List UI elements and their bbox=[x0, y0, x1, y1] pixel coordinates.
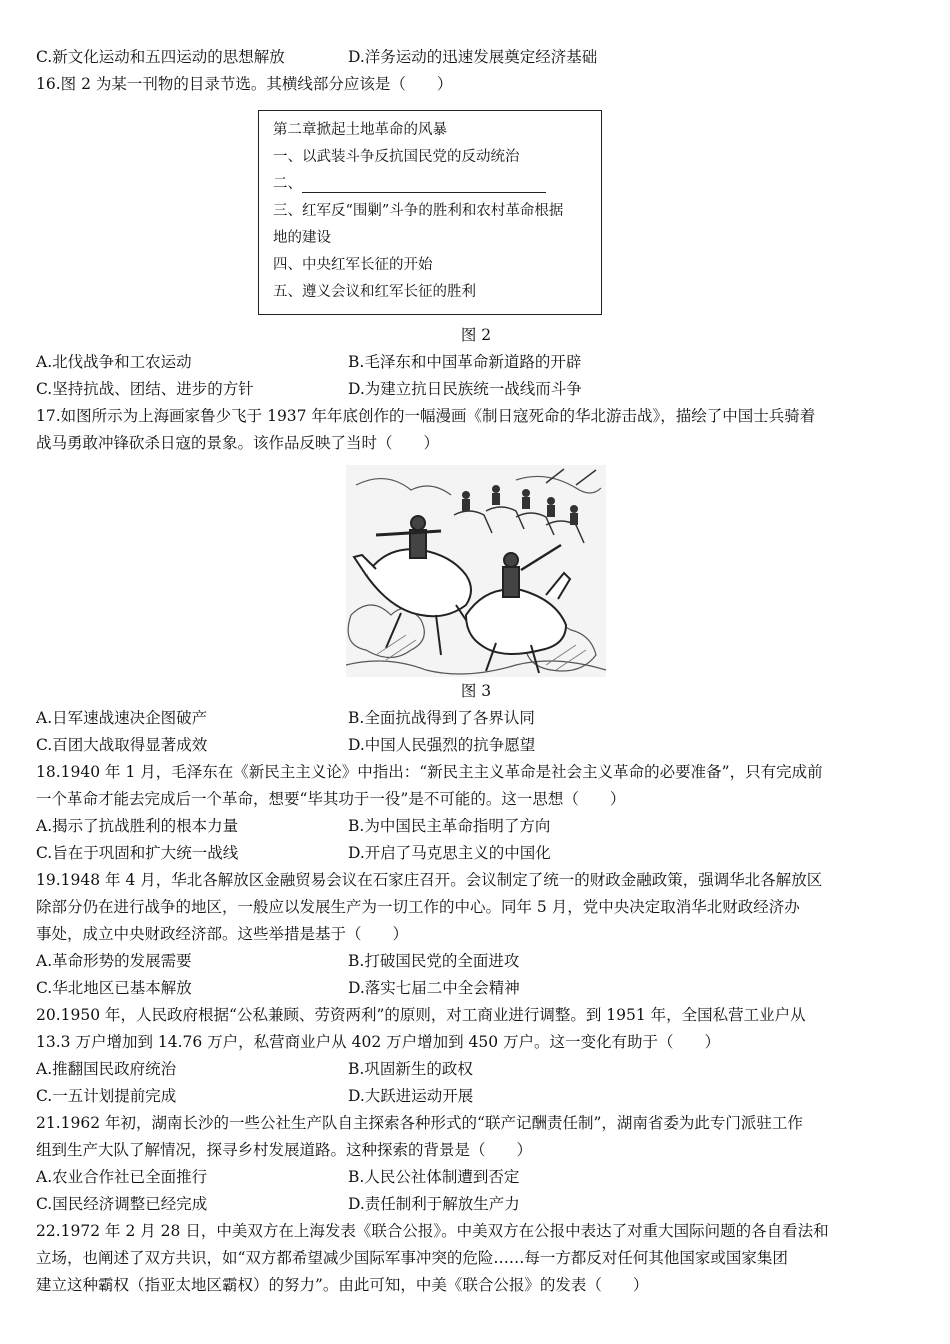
q20-option-a[interactable]: A.推翻国民政府统治 bbox=[36, 1060, 177, 1078]
q18-options-row-2 bbox=[36, 840, 916, 867]
q20-stem-line-2: 13.3 万户增加到 14.76 万户，私营商业户从 402 万户增加到 450 万户。这一变化有助于（ ） bbox=[36, 1033, 721, 1051]
q16-stem: 16.图 2 为某一刊物的目录节选。其横线部分应该是（ ） bbox=[36, 75, 453, 93]
q22-stem-line-3: 建立这种霸权（指亚太地区霸权）的努力”。由此可知，中美《联合公报》的发表（ ） bbox=[36, 1276, 649, 1294]
q18-option-a[interactable]: A.揭示了抗战胜利的根本力量 bbox=[36, 817, 239, 835]
q16-toc-box bbox=[258, 110, 602, 315]
q19-option-c[interactable]: C.华北地区已基本解放 bbox=[36, 979, 192, 997]
toc-item-4: 四、中央红军长征的开始 bbox=[273, 257, 433, 273]
q17-option-c[interactable]: C.百团大战取得显著成效 bbox=[36, 736, 208, 754]
q17-option-a[interactable]: A.日军速战速决企图破产 bbox=[36, 709, 208, 727]
q20-option-d[interactable]: D.大跃进运动开展 bbox=[348, 1087, 474, 1105]
q19-option-b[interactable]: B.打破国民党的全面进攻 bbox=[348, 952, 520, 970]
q16-option-d[interactable]: D.为建立抗日民族统一战线而斗争 bbox=[348, 380, 582, 398]
q19-stem-line-1: 19.1948 年 4 月，华北各解放区金融贸易会议在石家庄召开。会议制定了统一的财政金融政策，强调华北各解放区 bbox=[36, 871, 823, 889]
q21-options-row-1 bbox=[36, 1164, 916, 1191]
q20-option-b[interactable]: B.巩固新生的政权 bbox=[348, 1060, 473, 1078]
q16-option-c[interactable]: C.坚持抗战、团结、进步的方针 bbox=[36, 380, 254, 398]
q21-stem-line-1: 21.1962 年初，湖南长沙的一些公社生产队自主探索各种形式的“联产记酬责任制”，湖南省委为此专门派驻工作 bbox=[36, 1114, 803, 1132]
q19-options-row-2 bbox=[36, 975, 916, 1002]
figure-3-caption: 图 3 bbox=[460, 682, 492, 700]
q21-option-a[interactable]: A.农业合作社已全面推行 bbox=[36, 1168, 208, 1186]
toc-blank-line bbox=[302, 176, 546, 193]
q21-option-b[interactable]: B.人民公社体制遭到否定 bbox=[348, 1168, 520, 1186]
q16-options-row-1 bbox=[36, 349, 916, 376]
q20-options-row-1 bbox=[36, 1056, 916, 1083]
q19-option-a[interactable]: A.革命形势的发展需要 bbox=[36, 952, 192, 970]
q20-options-row-2 bbox=[36, 1083, 916, 1110]
q16-option-b[interactable]: B.毛泽东和中国革命新道路的开辟 bbox=[348, 353, 582, 371]
q18-options-row-1 bbox=[36, 813, 916, 840]
q19-stem-line-2: 除部分仍在进行战争的地区，一般应以发展生产为一切工作的中心。同年 5 月，党中央决定取消华北财政经济办 bbox=[36, 898, 800, 916]
q19-options-row-1 bbox=[36, 948, 916, 975]
toc-chapter: 第二章掀起土地革命的风暴 bbox=[273, 122, 447, 138]
toc-item-2-prefix: 二、 bbox=[273, 176, 302, 192]
q22-stem-line-2: 立场，也阐述了双方共识，如“双方都希望减少国际军事冲突的危险……每一方都反对任何其他国家或国家集团 bbox=[36, 1249, 788, 1267]
figure-3-container bbox=[36, 465, 916, 677]
q17-options-row-2 bbox=[36, 732, 916, 759]
q17-stem-line-2: 战马勇敢冲锋砍杀日寇的景象。该作品反映了当时（ ） bbox=[36, 434, 440, 452]
q21-options-row-2 bbox=[36, 1191, 916, 1218]
q18-option-b[interactable]: B.为中国民主革命指明了方向 bbox=[348, 817, 551, 835]
q17-stem-line-1: 17.如图所示为上海画家鲁少飞于 1937 年年底创作的一幅漫画《制日寇死命的华北游击战》，描绘了中国士兵骑着 bbox=[36, 407, 816, 425]
toc-item-1: 一、以武装斗争反抗国民党的反动统治 bbox=[273, 149, 520, 165]
figure-2-caption: 图 2 bbox=[460, 326, 492, 344]
q22-stem-line-1: 22.1972 年 2 月 28 日，中美双方在上海发表《联合公报》。中美双方在公报中表达了对重大国际问题的各自看法和 bbox=[36, 1222, 829, 1240]
exam-page bbox=[36, 44, 916, 1299]
cavalry-cartoon-illustration bbox=[346, 465, 606, 677]
q17-option-b[interactable]: B.全面抗战得到了各界认同 bbox=[348, 709, 535, 727]
q21-option-c[interactable]: C.国民经济调整已经完成 bbox=[36, 1195, 208, 1213]
q21-option-d[interactable]: D.责任制利于解放生产力 bbox=[348, 1195, 520, 1213]
q18-option-c[interactable]: C.旨在于巩固和扩大统一战线 bbox=[36, 844, 239, 862]
q17-options-row-1 bbox=[36, 705, 916, 732]
q21-stem-line-2: 组到生产大队了解情况，探寻乡村发展道路。这种探索的背景是（ ） bbox=[36, 1141, 533, 1159]
q16-options-row-2 bbox=[36, 376, 916, 403]
toc-item-3b: 地的建设 bbox=[273, 230, 331, 246]
toc-item-3a: 三、红军反“围剿”斗争的胜利和农村革命根据 bbox=[273, 203, 564, 219]
q20-option-c[interactable]: C.一五计划提前完成 bbox=[36, 1087, 177, 1105]
q17-option-d[interactable]: D.中国人民强烈的抗争愿望 bbox=[348, 736, 536, 754]
toc-item-2 bbox=[273, 171, 589, 198]
q15-option-d[interactable]: D.洋务运动的迅速发展奠定经济基础 bbox=[348, 48, 598, 66]
q18-stem-line-2: 一个革命才能去完成后一个革命，想要“毕其功于一役”是不可能的。这一思想（ ） bbox=[36, 790, 626, 808]
q15-options-row bbox=[36, 44, 916, 71]
q20-stem-line-1: 20.1950 年，人民政府根据“公私兼顾、劳资两利”的原则，对工商业进行调整。到 1951 年，全国私营工业户从 bbox=[36, 1006, 806, 1024]
q16-option-a[interactable]: A.北伐战争和工农运动 bbox=[36, 353, 192, 371]
toc-item-5: 五、遵义会议和红军长征的胜利 bbox=[273, 284, 476, 300]
q18-stem-line-1: 18.1940 年 1 月，毛泽东在《新民主主义论》中指出：“新民主主义革命是社会主义革命的必要准备”，只有完成前 bbox=[36, 763, 823, 781]
q19-option-d[interactable]: D.落实七届二中全会精神 bbox=[348, 979, 520, 997]
q18-option-d[interactable]: D.开启了马克思主义的中国化 bbox=[348, 844, 551, 862]
q15-option-c[interactable]: C.新文化运动和五四运动的思想解放 bbox=[36, 48, 285, 66]
q19-stem-line-3: 事处，成立中央财政经济部。这些举措是基于（ ） bbox=[36, 925, 409, 943]
